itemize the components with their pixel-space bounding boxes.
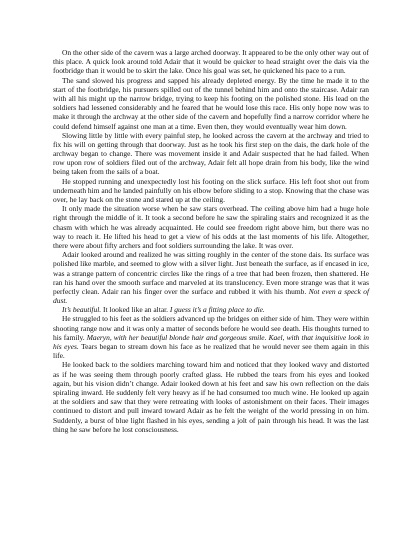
italic-text: It’s beautiful. <box>62 305 102 315</box>
paragraph <box>53 177 369 205</box>
paragraph <box>53 250 369 305</box>
document-page <box>53 48 369 434</box>
body-text: It only made the situation worse when he saw stars overhead. The ceiling above him had a huge hole right through the middle of it. It took a second before he saw the spiraling stairs and recognized it as the chasm with which he was already acquainted. He could see freedom right above him, but there was no way to reach it. He lifted his head to get a view of his odds at the last moments of his life. Altogether, there were about fifty archers and foot soldiers surrounding the lake. It was over. <box>53 204 369 250</box>
body-text: The sand slowed his progress and sapped his already depleted energy. By the time he made it to the start of the footbridge, his pursuers spilled out of the tunnel behind him and onto the staircase. Adair ran with all his might up the narrow bridge, trying to keep his footing on the polished stone. His lead on the soldiers had lessened considerably and he feared that he would lose this race. His only hope now was to make it through the archway at the other side of the cavern and hopefully find a narrow corridor where he could defend himself against one man at a time. Even then, they would eventually wear him down. <box>53 75 369 131</box>
italic-text: Not even a speck of dust. <box>53 286 370 306</box>
body-text: Slowing little by little with every painful step, he looked across the cavern at the archway and tried to fix his will on getting through that doorway. Just as he took his first step on the dais, the dark hole of the archway began to change. There was movement inside it and Adair suspected that he had failed. When row upon row of soldiers filed out of the archway, Adair felt all hope drain from his body, like the wind being taken from the sails of a boat. <box>53 130 369 177</box>
body-text: Tears began to stream down his face as he realized that he would never see them again in this life. <box>53 342 369 361</box>
paragraph <box>53 48 369 76</box>
body-text: On the other side of the cavern was a large arched doorway. It appeared to be the only other way out of this place. A quick look around told Adair that it would be quicker to head straight over the dais via the footbridge than it would be to skirt the lake. Once his goal was set, he quickened his pace to a run. <box>53 48 369 76</box>
paragraph <box>53 314 369 360</box>
body-text: He stopped running and unexpectedly lost his footing on the slick surface. His left foot shot out from underneath him and he landed painfully on his elbow before sliding to a stop. Knowing that the chase was over, he lay back on the stone and stared up at the ceiling. <box>53 176 369 204</box>
body-text: Adair looked around and realized he was sitting roughly in the center of the stone dais. Its surface was polished like marble, and seemed to glow with a silver light. Just beneath the surface, as if encased in ice, was a strange pattern of concentric circles like the rings of a tree that had been frozen, then shattered. He ran his hand over the smooth surface and marveled at its translucency. Even more strange was that it was perfectly clean. Adair ran his finger over the surface and rubbed it with his thumb. <box>53 250 369 296</box>
paragraph <box>53 76 369 131</box>
paragraph <box>53 360 369 434</box>
body-text: He looked back to the soldiers marching toward him and noticed that they looked wavy and distorted as if he was seeing them through poorly crafted glass. He rubbed the tears from his eyes and looked again, but his vision didn’t change. Adair looked down at his feet and saw his own reflection on the dais spiraling inward. He suddenly felt very heavy as if he had consumed too much wine. He looked up again at the soldiers and saw that they were retreating with looks of astonishment on their faces. Their images continued to distort and pull inward toward Adair as he felt the weight of the world pressing in on him. Suddenly, a burst of blue light flashed in his eyes, sending a jolt of pain through his head. It was the last thing he saw before he lost consciousness. <box>53 360 369 434</box>
paragraph <box>53 305 369 314</box>
body-text: It looked like an altar. <box>101 305 170 315</box>
body-text: He struggled to his feet as the soldiers advanced up the bridges on either side of him. They were within shooting range now and it was only a matter of seconds before he would see death. His thoughts turned to his family. <box>53 314 369 342</box>
italic-text: Maeryn, with her beautiful blonde hair and gorgeous smile. Kael, with that inquisitive look in his eyes. <box>53 332 369 351</box>
paragraph <box>53 204 369 250</box>
paragraph <box>53 131 369 177</box>
italic-text: I guess it’s a fitting place to die. <box>169 305 265 315</box>
